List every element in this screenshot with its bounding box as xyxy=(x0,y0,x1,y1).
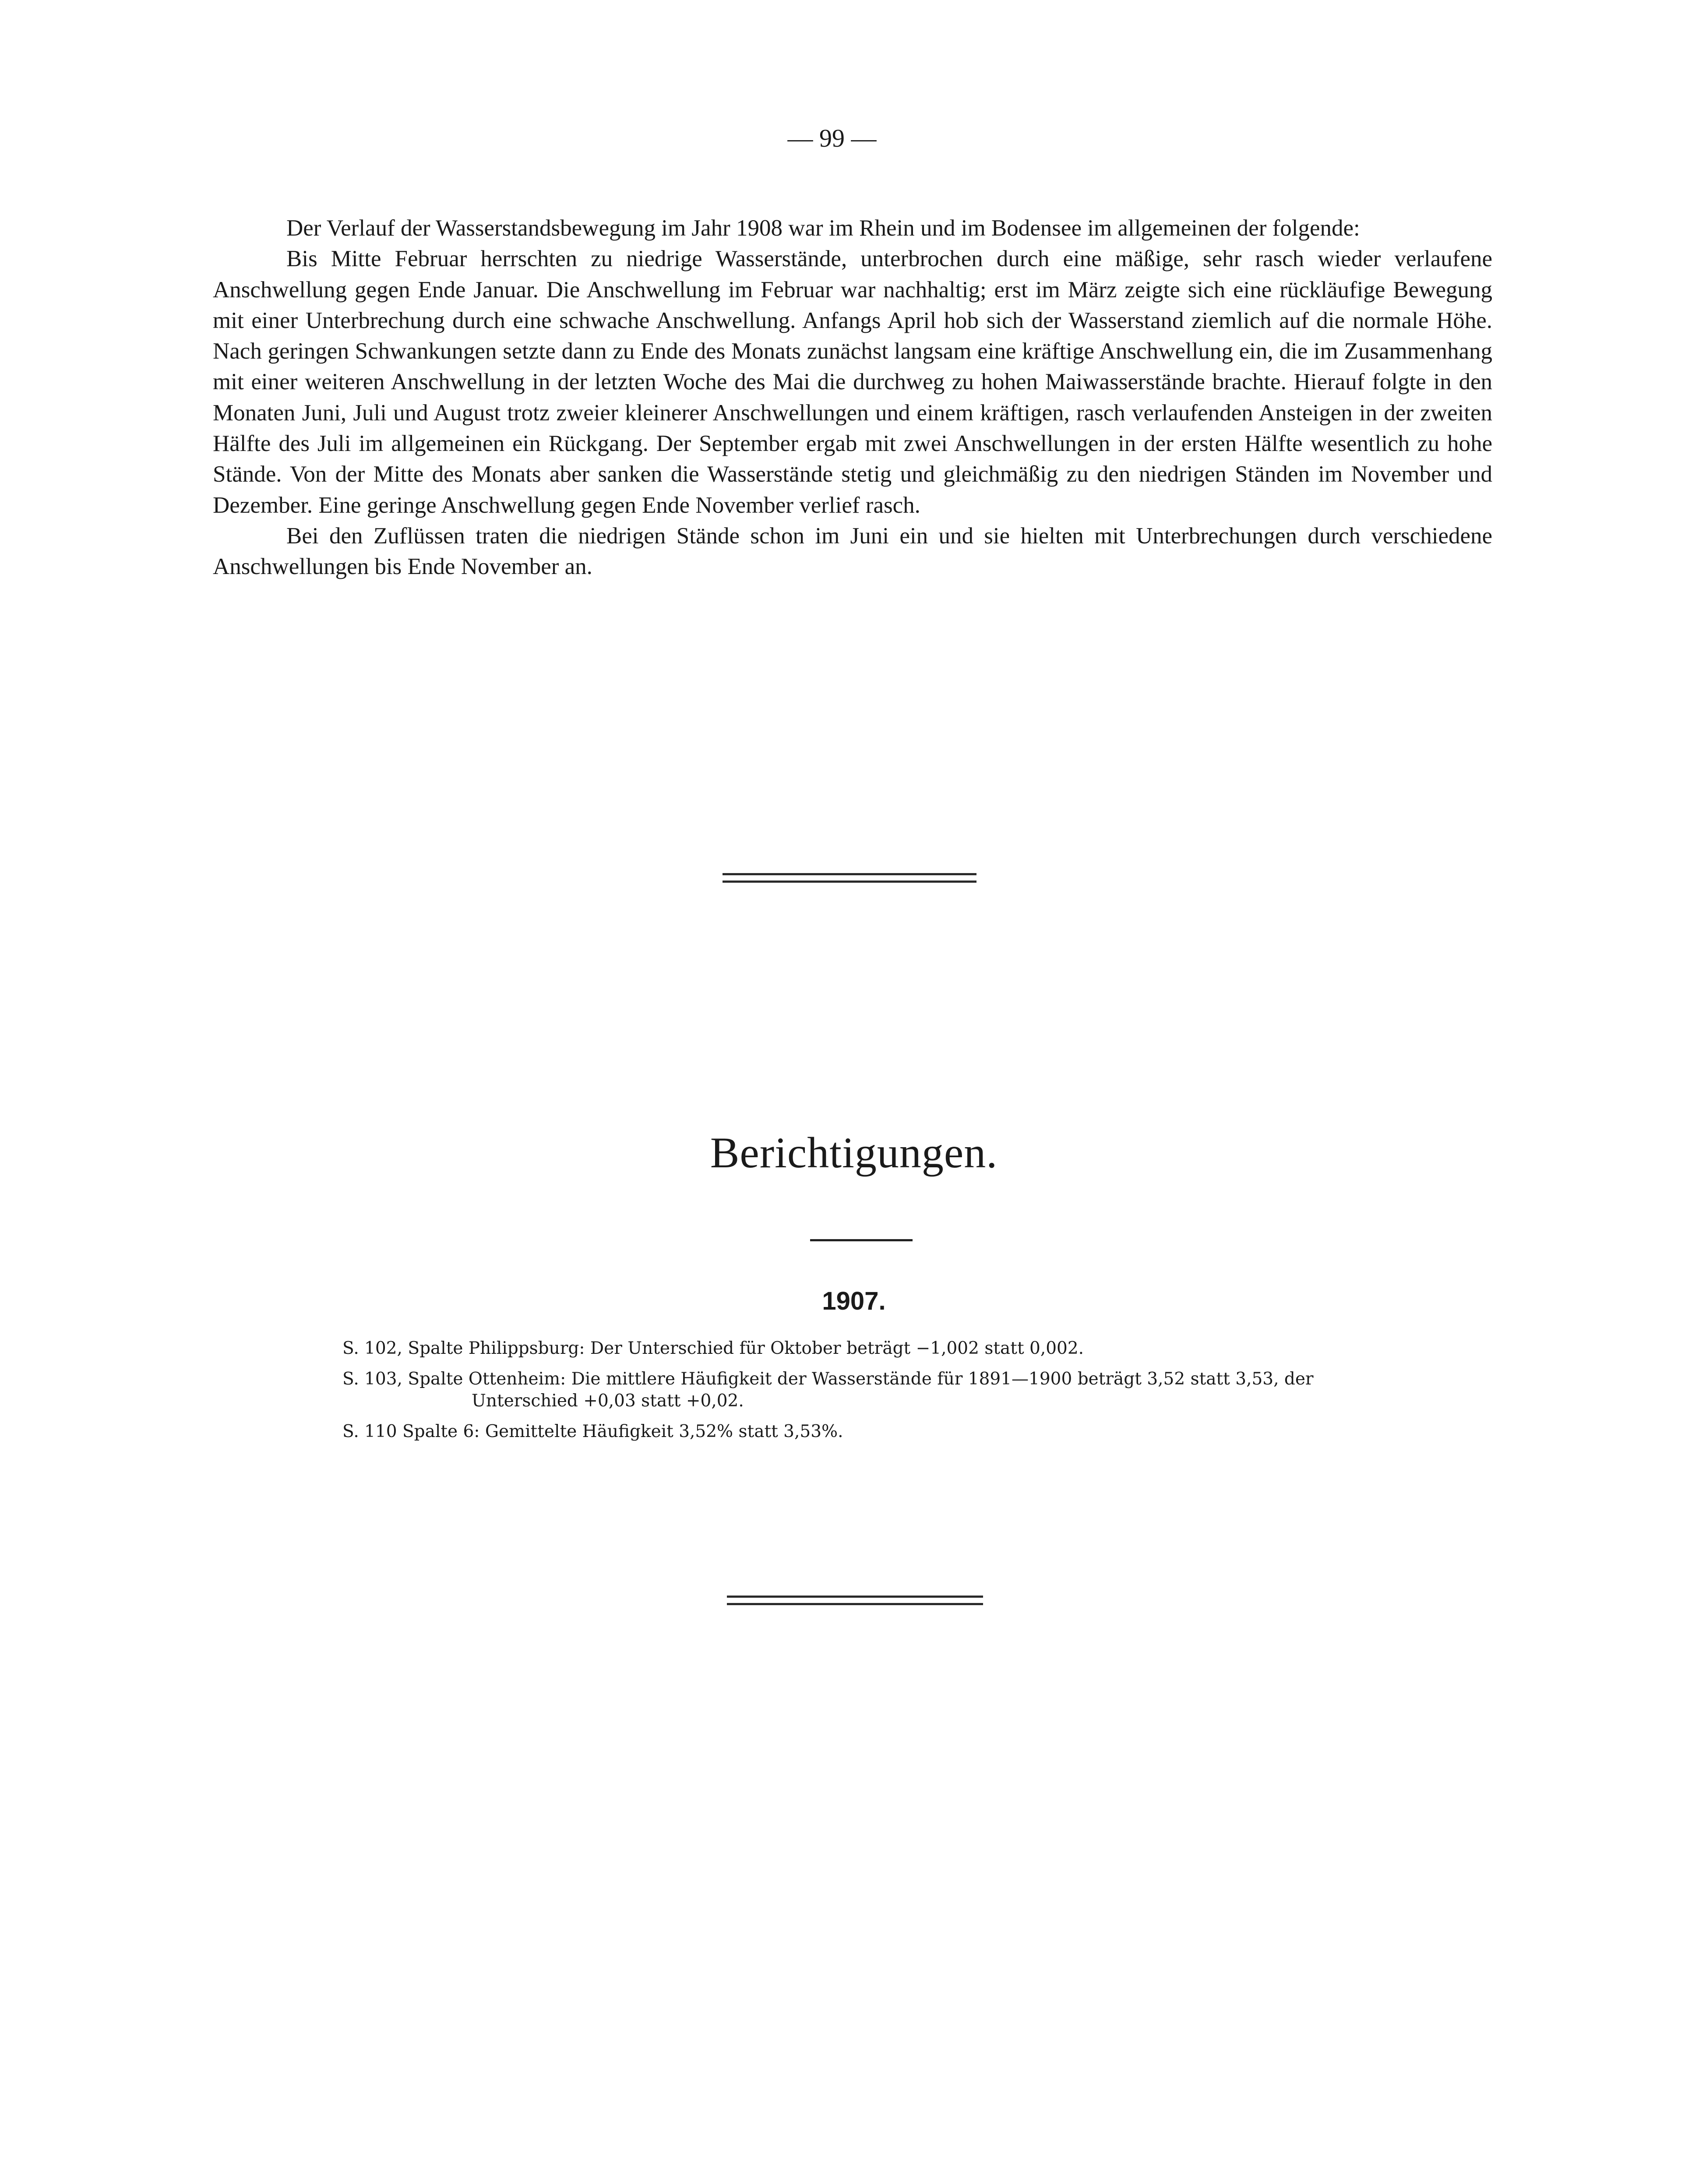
paragraph-3: Bei den Zuflüssen traten die niedrigen Stände schon im Juni ein und sie hielten mit Unterbrechungen durch verschiedene Anschwellungen bis Ende November an. xyxy=(213,523,1492,580)
section-divider-top xyxy=(723,873,976,883)
paragraph-1: Der Verlauf der Wasserstandsbewegung im Jahr 1908 war im Rhein und im Bodensee im allgemeinen der folgende: xyxy=(286,215,1360,241)
corrections-list xyxy=(342,1338,1402,1451)
correction-item xyxy=(342,1368,1402,1412)
title-underline xyxy=(810,1239,913,1241)
correction-text: S. 102, Spalte Philippsburg: Der Unterschied für Oktober beträgt −1,002 statt 0,002. xyxy=(342,1339,1084,1358)
year-heading: 1907. xyxy=(822,1287,886,1315)
correction-item xyxy=(342,1421,1402,1443)
correction-text: S. 110 Spalte 6: Gemittelte Häufigkeit 3,52% statt 3,53%. xyxy=(342,1422,843,1441)
correction-continuation: Unterschied +0,03 statt +0,02. xyxy=(472,1391,744,1411)
section-divider-bottom xyxy=(727,1596,983,1605)
paragraph-2: Bis Mitte Februar herrschten zu niedrige Wasserstände, unterbrochen durch eine mäßige, sehr rasch wieder verlaufene Anschwellung gegen Ende Januar. Die Anschwellung im Februar war nachhaltig; erst im März zeigte sich eine rückläufige Bewegung mit einer Unterbrechung durch eine schwache Anschwellung. Anfangs April hob sich der Wasserstand ziemlich auf die normale Höhe. Nach geringen Schwankungen setzte dann zu Ende des Monats zunächst langsam eine kräftige Anschwellung ein, die im Zusammenhang mit einer weiteren Anschwellung in der letzten Woche des Mai die durchweg zu hohen Maiwasserstände brachte. Hierauf folgte in den Monaten Juni, Juli und August trotz zweier kleinerer Anschwellungen und einem kräftigen, rasch verlaufenden Ansteigen in der zweiten Hälfte des Juli im allgemeinen ein Rückgang. Der September ergab mit zwei Anschwellungen in der ersten Hälfte wesentlich zu hohe Stände. Von der Mitte des Monats aber sanken die Wasserstände stetig und gleichmäßig zu den niedrigen Ständen im November und Dezember. Eine geringe Anschwellung gegen Ende November verlief rasch. xyxy=(213,246,1492,518)
body-text xyxy=(213,213,1492,582)
section-title: Berichtigungen. xyxy=(710,1128,998,1177)
correction-text: S. 103, Spalte Ottenheim: Die mittlere Häufigkeit der Wasserstände für 1891—1900 beträgt 3,52 statt 3,53, der xyxy=(342,1369,1314,1389)
correction-item xyxy=(342,1338,1402,1360)
page-number: — 99 — xyxy=(787,124,877,152)
